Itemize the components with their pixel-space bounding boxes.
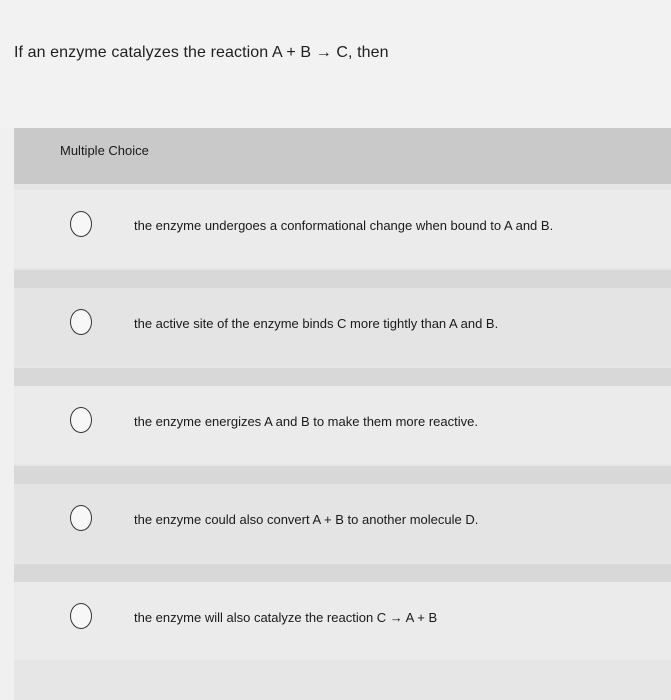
divider bbox=[14, 368, 671, 386]
radio-button-icon[interactable] bbox=[70, 407, 92, 433]
divider bbox=[14, 466, 671, 484]
divider bbox=[14, 564, 671, 582]
choice-label: the enzyme could also convert A + B to another molecule D. bbox=[134, 512, 479, 527]
choice-option-2[interactable] bbox=[14, 288, 671, 366]
choice-option-3[interactable] bbox=[14, 386, 671, 464]
divider bbox=[14, 270, 671, 288]
choice-option-4[interactable] bbox=[14, 484, 671, 562]
choices-header bbox=[14, 128, 671, 184]
question-text: If an enzyme catalyzes the reaction A + B → C, then bbox=[14, 44, 389, 61]
multiple-choice-panel bbox=[14, 128, 671, 700]
choice-label: the enzyme energizes A and B to make them more reactive. bbox=[134, 414, 478, 429]
question-area bbox=[0, 0, 671, 128]
radio-button-icon[interactable] bbox=[70, 309, 92, 335]
radio-button-icon[interactable] bbox=[70, 211, 92, 237]
choice-label: the active site of the enzyme binds C more tightly than A and B. bbox=[134, 316, 499, 331]
choice-option-1[interactable] bbox=[14, 190, 671, 268]
choice-label: the enzyme will also catalyze the reaction C → A + B bbox=[134, 610, 438, 625]
choices-header-label: Multiple Choice bbox=[60, 143, 149, 158]
radio-button-icon[interactable] bbox=[70, 603, 92, 629]
choice-option-5[interactable] bbox=[14, 582, 671, 660]
choice-label: the enzyme undergoes a conformational change when bound to A and B. bbox=[134, 218, 554, 233]
radio-button-icon[interactable] bbox=[70, 505, 92, 531]
